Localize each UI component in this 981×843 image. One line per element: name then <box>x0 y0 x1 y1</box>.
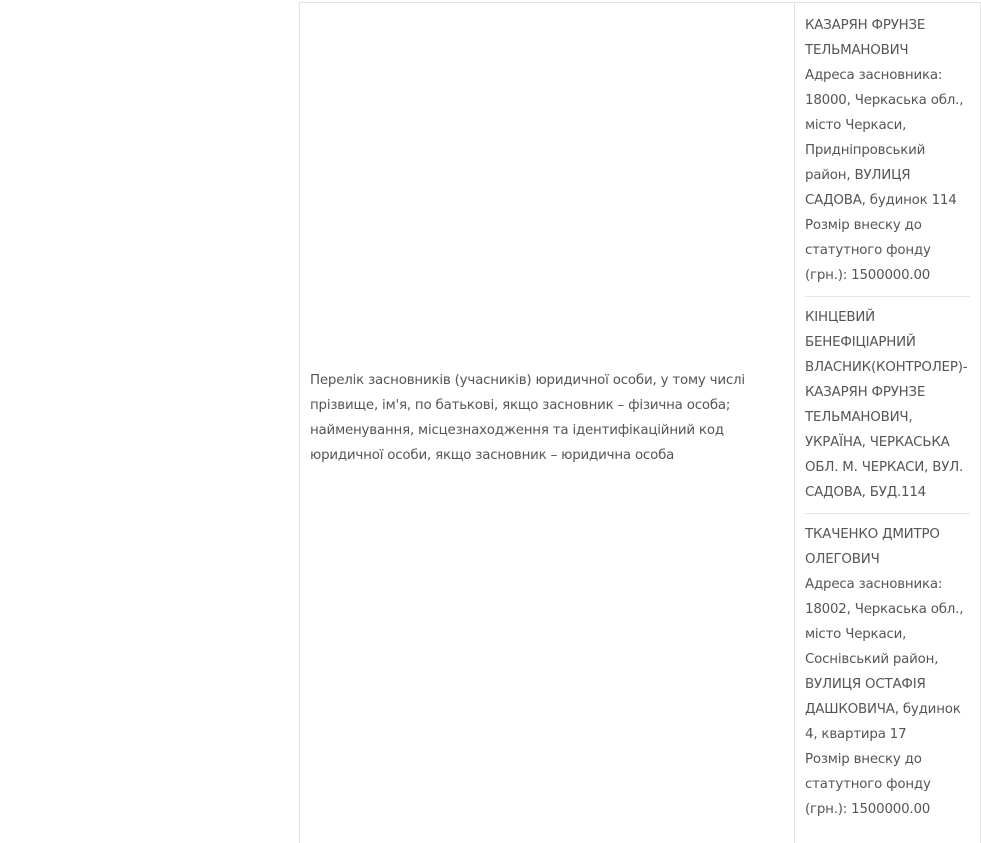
founder-contribution: Розмір внеску до статутного фонду (грн.): 1500000.00 <box>805 218 931 283</box>
founder-name: ТКАЧЕНКО ДМИТРО ОЛЕГОВИЧ <box>805 527 940 567</box>
founder-entry <box>805 513 970 830</box>
founder-entry <box>805 13 970 296</box>
field-value-cell <box>795 3 981 843</box>
founder-contribution: Розмір внеску до статутного фонду (грн.): 1500000.00 <box>805 752 931 817</box>
founder-address: Адреса засновника: 18002, Черкаська обл., місто Черкаси, Соснівський район, ВУЛИЦЯ ОСТАФІЯ ДАШКОВИЧА, будинок 4, квартира 17 <box>805 577 964 742</box>
beneficiary-text: КІНЦЕВИЙ БЕНЕФІЦІАРНИЙ ВЛАСНИК(КОНТРОЛЕР)-КАЗАРЯН ФРУНЗЕ ТЕЛЬМАНОВИЧ, УКРАЇНА, ЧЕРКАСЬКА ОБЛ. М. ЧЕРКАСИ, ВУЛ. САДОВА, БУД.114 <box>805 310 968 500</box>
field-label-cell <box>300 3 795 843</box>
beneficiary-entry <box>805 296 970 513</box>
registry-table <box>299 2 981 843</box>
founder-address: Адреса засновника: 18000, Черкаська обл., місто Черкаси, Придніпровський район, ВУЛИЦЯ САДОВА, будинок 114 <box>805 68 964 208</box>
founder-name: КАЗАРЯН ФРУНЗЕ ТЕЛЬМАНОВИЧ <box>805 18 926 58</box>
founders-field-label: Перелік засновників (учасників) юридичної особи, у тому числі прізвище, ім'я, по батькові, якщо засновник – фізична особа; найменування, місцезнаходження та ідентифікаційний код юридичної особи, якщо засновник – юридична особа <box>310 373 745 463</box>
